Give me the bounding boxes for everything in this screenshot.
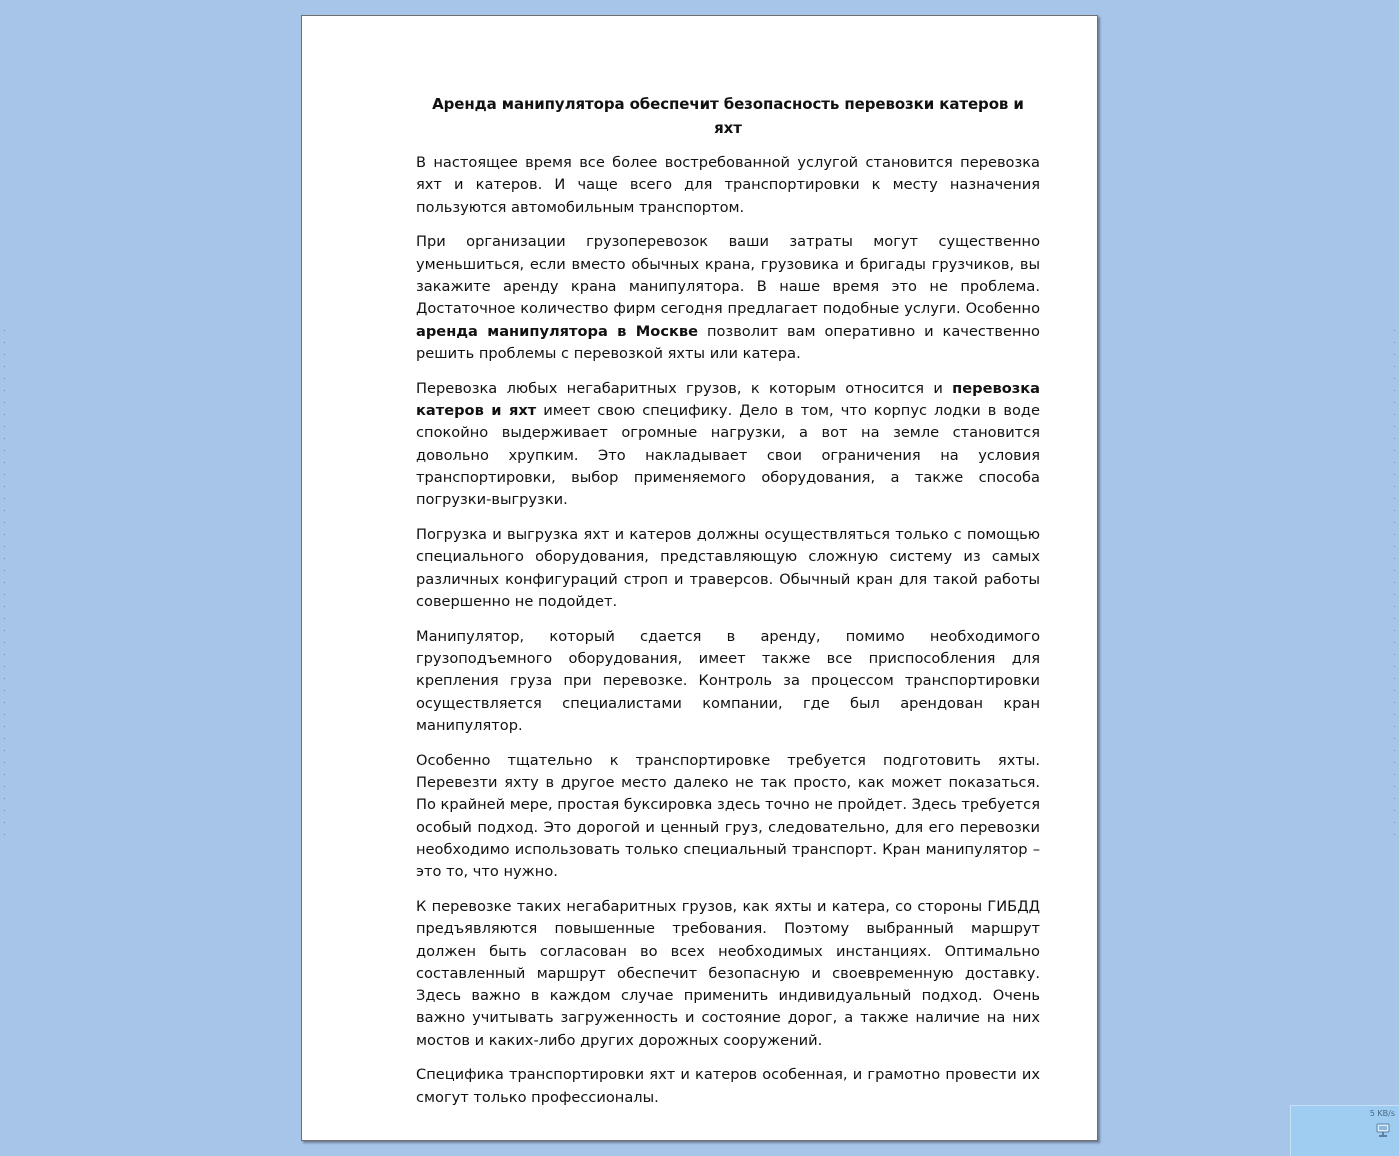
paragraph-3	[416, 378, 1040, 512]
page-content	[416, 92, 1040, 1122]
network-monitor-icon	[1376, 1123, 1390, 1139]
paragraph-5: Манипулятор, который сдается в аренду, помимо необходимого грузоподъемного оборудования, имеет также все приспособления для крепления груза при перевозке. Контроль за процессом транспортировки осуществляется специалистами компании, где был арендован кран манипулятор.	[416, 627, 1040, 734]
paragraph-2-bold: аренда манипулятора в Москве	[416, 322, 699, 340]
network-speed-label: 5 KB/s	[1369, 1109, 1395, 1118]
left-ruler-dots	[4, 330, 5, 840]
document-title: Аренда манипулятора обеспечит безопасность перевозки катеров и яхт	[432, 95, 1024, 137]
paragraph-1: В настоящее время все более востребованной услугой становится перевозка яхт и катеров. И чаще всего для транспортировки к месту назначения пользуются автомобильным транспортом.	[416, 154, 1040, 216]
paragraph-3-bold: перевозка катеров и яхт	[416, 379, 1040, 419]
paragraph-2-text-b: позволит вам оперативно и качественно решить проблемы с перевозкой яхты или катера.	[416, 322, 1040, 362]
paragraph-2	[416, 231, 1040, 365]
right-ruler-dots	[1394, 330, 1395, 840]
paragraph-6: Особенно тщательно к транспортировке требуется подготовить яхты. Перевезти яхту в другое место далеко не так просто, как может показаться. По крайней мере, простая буксировка здесь точно не пройдет. Здесь требуется особый подход. Это дорогой и ценный груз, следовательно, для его перевозки необходимо использовать только специальный транспорт. Кран манипулятор – это то, что нужно.	[416, 751, 1040, 881]
document-page[interactable]	[301, 15, 1098, 1141]
paragraph-7: К перевозке таких негабаритных грузов, как яхты и катера, со стороны ГИБДД предъявляются повышенные требования. Поэтому выбранный маршрут должен быть согласован во всех необходимых инстанциях. Оптимально составленный маршрут обеспечит безопасную и своевременную доставку. Здесь важно в каждом случае применить индивидуальный подход. Очень важно учитывать загруженность и состояние дорог, а также наличие на них мостов и каких-либо других дорожных сооружений.	[416, 897, 1040, 1049]
paragraph-4: Погрузка и выгрузка яхт и катеров должны осуществляться только с помощью специального оборудования, представляющую сложную систему из самых различных конфигураций строп и траверсов. Обычный кран для такой работы совершенно не подойдет.	[416, 525, 1040, 610]
paragraph-3-text-b: имеет свою специфику. Дело в том, что корпус лодки в воде спокойно выдерживает огромные нагрузки, а вот на земле становится довольно хрупким. Это накладывает свои ограничения на условия транспортировки, выбор применяемого оборудования, а также способа погрузки-выгрузки.	[416, 401, 1040, 509]
paragraph-8: Специфика транспортировки яхт и катеров особенная, и грамотно провести их смогут только профессионалы.	[416, 1066, 1040, 1106]
network-widget[interactable]	[1290, 1105, 1399, 1156]
paragraph-2-text-a: При организации грузоперевозок ваши затраты могут существенно уменьшиться, если вместо обычных крана, грузовика и бригады грузчиков, вы закажите аренду крана манипулятора. В наше время это не проблема. Достаточное количество фирм сегодня предлагает подобные услуги. Особенно	[416, 233, 1040, 318]
paragraph-3-text-a: Перевозка любых негабаритных грузов, к которым относится и	[416, 379, 953, 397]
